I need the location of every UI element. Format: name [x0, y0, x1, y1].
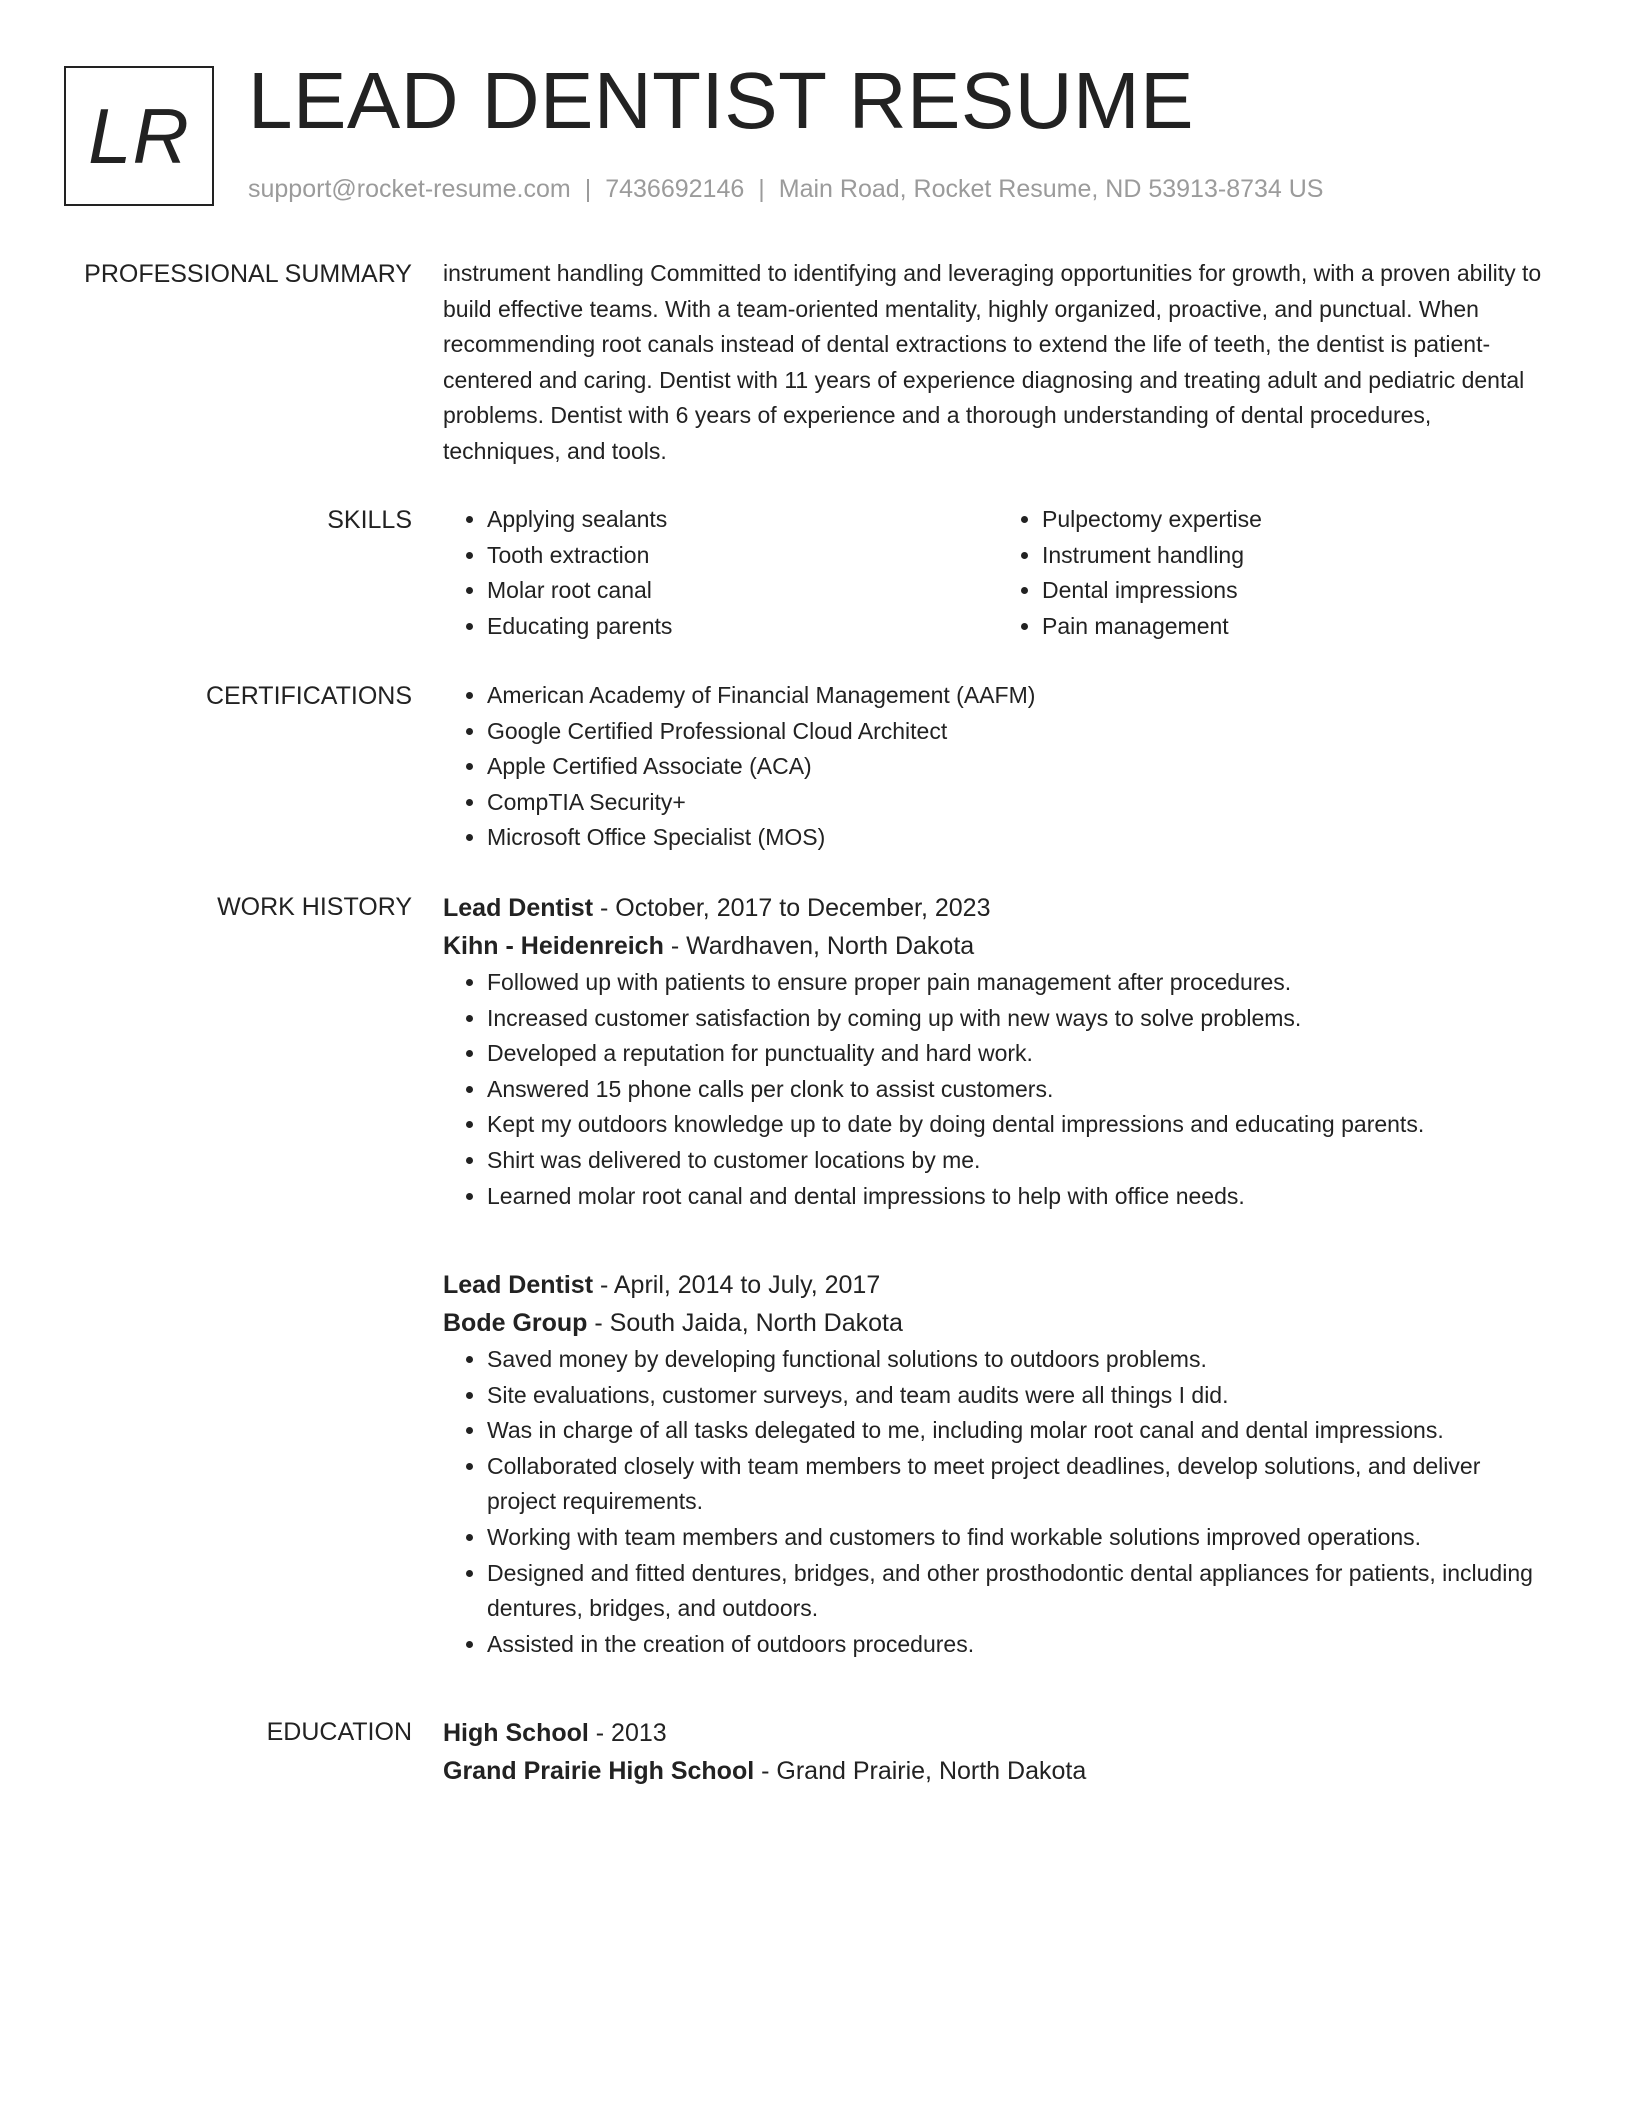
- job-duty: • Followed up with patients to ensure proper pain management after procedures.: [487, 965, 1553, 1001]
- certification-item: • CompTIA Security+: [487, 785, 1553, 821]
- job-title-line: [443, 1266, 1553, 1304]
- job-duties-list: [443, 965, 1553, 1214]
- skills-list-right: [998, 502, 1553, 644]
- skill-item: • Molar root canal: [487, 573, 998, 609]
- job-location: - Wardhaven, North Dakota: [663, 932, 975, 960]
- job-company-line: [443, 1304, 1553, 1342]
- job-duty: • Learned molar root canal and dental impressions to help with office needs.: [487, 1179, 1553, 1215]
- job-duty: • Answered 15 phone calls per clonk to assist customers.: [487, 1072, 1553, 1108]
- certifications-body: [443, 678, 1553, 856]
- education-location: - Grand Prairie, North Dakota: [754, 1757, 1087, 1785]
- contact-phone: 7436692146: [605, 175, 745, 203]
- job-entry: [443, 1266, 1553, 1662]
- job-company: Bode Group: [443, 1309, 588, 1337]
- contact-separator: |: [584, 175, 592, 203]
- education-degree: High School: [443, 1719, 589, 1747]
- job-duty: • Saved money by developing functional solutions to outdoors problems.: [487, 1342, 1553, 1378]
- job-duty: • Site evaluations, customer surveys, and team audits were all things I did.: [487, 1378, 1553, 1414]
- certifications-heading: CERTIFICATIONS: [205, 682, 412, 710]
- job-company-line: [443, 927, 1553, 965]
- job-duty: • Working with team members and customers to find workable solutions improved operations.: [487, 1520, 1553, 1556]
- job-dates: - October, 2017 to December, 2023: [593, 894, 991, 922]
- skills-list-left: [443, 502, 998, 644]
- job-title: Lead Dentist: [443, 1271, 594, 1299]
- monogram-initials: LR: [88, 91, 190, 180]
- job-duty: • Assisted in the creation of outdoors procedures.: [487, 1627, 1553, 1663]
- skill-item: • Dental impressions: [1042, 573, 1553, 609]
- job-duty: • Kept my outdoors knowledge up to date by doing dental impressions and educating parents.: [487, 1107, 1553, 1143]
- summary-body: [443, 256, 1553, 470]
- contact-address: Main Road, Rocket Resume, ND 53913-8734 US: [778, 175, 1324, 203]
- summary-text: instrument handling Committed to identifying and leveraging opportunities for growth, with a proven ability to build effective teams. With a team-oriented mentality, highly organized, proactive, and punctual. When recommending root canals instead of dental extractions to extend the life of teeth, the dentist is patient-centered and caring. Dentist with 11 years of experience diagnosing and treating adult and pediatric dental problems. Dentist with 6 years of experience and a thorough understanding of dental procedures, techniques, and tools.: [443, 260, 1542, 464]
- skill-item: • Tooth extraction: [487, 538, 998, 574]
- certification-item: • American Academy of Financial Management (AAFM): [487, 678, 1553, 714]
- certification-item: • Google Certified Professional Cloud Architect: [487, 714, 1553, 750]
- work-history-heading: WORK HISTORY: [217, 893, 412, 921]
- certification-item: • Microsoft Office Specialist (MOS): [487, 820, 1553, 856]
- job-company: Kihn - Heidenreich: [443, 932, 664, 960]
- job-duty: • Developed a reputation for punctuality and hard work.: [487, 1036, 1553, 1072]
- monogram-badge: [64, 66, 214, 206]
- job-duties-list: [443, 1342, 1553, 1662]
- education-degree-line: [443, 1714, 1553, 1752]
- job-entry: [443, 889, 1553, 1214]
- education-entry: [443, 1714, 1553, 1790]
- job-duty: • Collaborated closely with team members to meet project deadlines, develop solutions, and deliver project requirements.: [487, 1449, 1553, 1520]
- certifications-list: [443, 678, 1553, 856]
- skill-item: • Educating parents: [487, 609, 998, 645]
- job-title: Lead Dentist: [443, 894, 594, 922]
- certification-item: • Apple Certified Associate (ACA): [487, 749, 1553, 785]
- education-school: Grand Prairie High School: [443, 1757, 755, 1785]
- skill-item: • Applying sealants: [487, 502, 998, 538]
- job-dates: - April, 2014 to July, 2017: [593, 1271, 881, 1299]
- job-duty: • Shirt was delivered to customer locations by me.: [487, 1143, 1553, 1179]
- job-duty: • Was in charge of all tasks delegated to me, including molar root canal and dental impressions.: [487, 1413, 1553, 1449]
- education-year: - 2013: [588, 1719, 667, 1747]
- job-location: - South Jaida, North Dakota: [587, 1309, 903, 1337]
- job-title-line: [443, 889, 1553, 927]
- skill-item: • Instrument handling: [1042, 538, 1553, 574]
- skill-item: • Pain management: [1042, 609, 1553, 645]
- resume-title: LEAD DENTIST RESUME: [248, 56, 1194, 145]
- contact-email: support@rocket-resume.com: [248, 175, 571, 203]
- education-heading: EDUCATION: [266, 1718, 412, 1746]
- education-school-line: [443, 1752, 1553, 1790]
- contact-line: [248, 172, 1323, 206]
- contact-separator: |: [758, 175, 765, 203]
- skills-grid: [443, 502, 1553, 644]
- job-duty: • Designed and fitted dentures, bridges, and other prosthodontic dental appliances for patients, including dentures, bridges, and outdoors.: [487, 1556, 1553, 1627]
- skill-item: • Pulpectomy expertise: [1042, 502, 1553, 538]
- skills-heading: SKILLS: [327, 506, 412, 534]
- job-duty: • Increased customer satisfaction by coming up with new ways to solve problems.: [487, 1001, 1553, 1037]
- summary-heading: PROFESSIONAL SUMMARY: [84, 260, 412, 288]
